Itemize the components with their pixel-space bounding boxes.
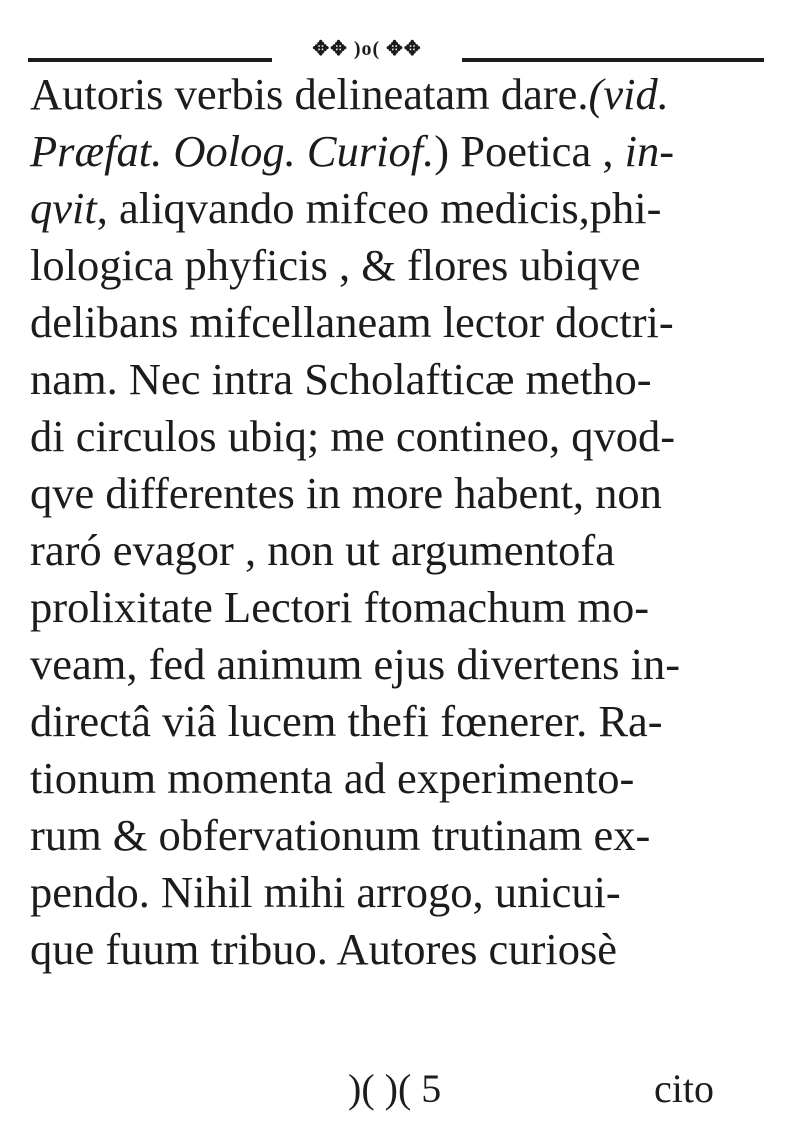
text-line	[30, 123, 770, 180]
text-line	[30, 522, 770, 579]
text-line	[30, 66, 770, 123]
italic-text-segment: qvit	[30, 183, 97, 233]
text-segment: delibans mifcellaneam lector doctri-	[30, 297, 674, 347]
italic-text-segment: Præfat. Oolog. Curiof.	[30, 126, 435, 176]
text-line	[30, 465, 770, 522]
text-line	[30, 921, 770, 978]
text-segment: tionum momenta ad experimento-	[30, 753, 635, 803]
text-segment: rum & obfervationum trutinam ex-	[30, 810, 651, 860]
text-segment: nam. Nec intra Scholafticæ metho-	[30, 354, 652, 404]
text-segment: di circulos ubiq; me contineo, qvod-	[30, 411, 676, 461]
text-segment: prolixitate Lectori ftomachum mo-	[30, 582, 650, 632]
text-line	[30, 579, 770, 636]
text-segment: , aliqvando mifceo medicis,phi-	[96, 183, 662, 233]
italic-text-segment: (vid.	[588, 69, 669, 119]
text-line	[30, 180, 770, 237]
text-line	[30, 636, 770, 693]
text-segment: qve differentes in more habent, non	[30, 468, 662, 518]
page-footer	[0, 1065, 800, 1115]
text-line	[30, 237, 770, 294]
text-segment: pendo. Nihil mihi arrogo, unicui-	[30, 867, 621, 917]
text-line	[30, 864, 770, 921]
text-segment: raró evagor , non ut argumentofa	[30, 525, 615, 575]
text-line	[30, 351, 770, 408]
text-segment: que fuum tribuo. Autores curiosè	[30, 924, 618, 974]
signature-mark: )( )( 5	[348, 1066, 442, 1111]
catchword: cito	[654, 1066, 714, 1111]
italic-text-segment: in-	[624, 126, 675, 176]
text-segment: lologica phyficis , & flores ubiqve	[30, 240, 641, 290]
body-text	[30, 66, 770, 978]
header-ornament: ✥✥ )o( ✥✥	[272, 34, 462, 62]
text-line	[30, 807, 770, 864]
text-line	[30, 693, 770, 750]
text-line	[30, 750, 770, 807]
text-segment: Autoris verbis delineatam dare.	[30, 69, 589, 119]
text-segment: directâ viâ lucem thefi fœnerer. Ra-	[30, 696, 663, 746]
text-line	[30, 408, 770, 465]
text-segment: ) Poetica ,	[434, 126, 625, 176]
text-line	[30, 294, 770, 351]
text-segment: veam, fed animum ejus divertens in-	[30, 639, 681, 689]
